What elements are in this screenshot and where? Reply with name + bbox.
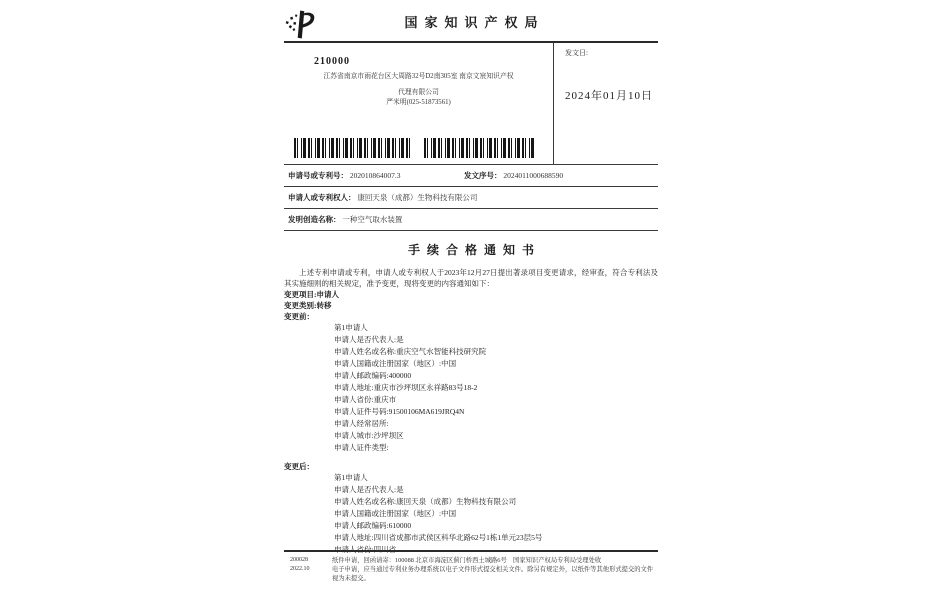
after-change-label: 变更后： xyxy=(284,462,314,471)
detail-line: 第1申请人 xyxy=(334,323,368,332)
detail-line: 申请人证件类型: xyxy=(334,443,389,452)
detail-line: 申请人省份:四川省 xyxy=(334,545,397,554)
detail-line: 申请人省份:重庆市 xyxy=(334,395,397,404)
notice-title: 手续合格通知书 xyxy=(407,243,541,257)
detail-line: 申请人经常居所: xyxy=(334,419,389,428)
detail-line: 申请人姓名或名称:重庆空气水智能科技研究院 xyxy=(334,347,487,356)
dispatch-date-cell xyxy=(553,43,658,164)
serial-number-value: 2024011000688590 xyxy=(503,171,564,180)
before-change-label: 变更前： xyxy=(284,312,314,321)
before-change-list xyxy=(334,322,658,454)
footer-form-code: 200028 xyxy=(290,557,308,563)
application-number-row xyxy=(284,165,658,187)
application-number-cell xyxy=(288,171,464,180)
notice-document-page xyxy=(284,6,658,594)
document-footer xyxy=(284,550,658,583)
invention-label: 发明创造名称： xyxy=(288,215,341,224)
change-type-line: 变更类别:转移 xyxy=(284,301,332,310)
recipient-postcode: 210000 xyxy=(314,56,350,67)
serial-number-label: 发文序号： xyxy=(464,171,502,180)
applicant-row xyxy=(284,187,658,209)
application-number-value: 202010864007.3 xyxy=(349,171,401,180)
addressee-cell xyxy=(284,43,553,164)
footer-note-electronic: 电子申请，应当通过专利业务办理系统以电子文件形式提交相关文件。除另有规定外，以纸件等其他形式提交的文件视为未提交。 xyxy=(332,566,654,582)
detail-line: 申请人国籍或注册国家（地区）:中国 xyxy=(334,359,457,368)
barcode-group xyxy=(294,138,534,158)
after-change-list xyxy=(334,472,658,556)
meta-table xyxy=(284,164,658,231)
addressee-dispatch-box xyxy=(284,43,658,164)
invention-value: 一种空气取水装置 xyxy=(342,215,403,224)
recipient-address-line1: 江苏省南京市雨花台区大周路32号D2南305室 南京文宸知识产权 xyxy=(323,73,514,80)
applicant-label: 申请人或专利权人： xyxy=(288,193,356,202)
dispatch-date-value: 2024年01月10日 xyxy=(565,90,653,102)
detail-line: 申请人邮政编码:400000 xyxy=(334,371,412,380)
detail-line: 申请人证件号码:91500106MA619JRQ4N xyxy=(334,407,465,416)
applicant-value: 康回天泉（成都）生物科技有限公司 xyxy=(357,193,478,202)
invention-row xyxy=(284,209,658,231)
document-header xyxy=(284,6,658,43)
detail-line: 申请人地址:四川省成都市武侯区科华北路62号1栋1单元23层5号 xyxy=(334,533,543,542)
applicant-cell xyxy=(288,193,477,202)
footer-note-paper: 纸件申请，回函请寄：100088 北京市海淀区蓟门桥西土城路6号 国家知识产权局专利局受理处收 xyxy=(332,557,602,564)
detail-line: 申请人邮政编码:610000 xyxy=(334,521,412,530)
detail-line: 申请人是否代表人:是 xyxy=(334,335,404,344)
footer-form-date: 2022.10 xyxy=(290,565,310,572)
invention-cell xyxy=(288,215,402,224)
recipient-contact: 严米明(025-51873561) xyxy=(386,99,451,106)
serial-number-cell xyxy=(464,171,563,180)
detail-line: 第1申请人 xyxy=(334,473,368,482)
agency-title: 国家知识产权局 xyxy=(404,15,545,30)
footer-form-codes xyxy=(284,556,332,583)
detail-line: 申请人姓名或名称:康回天泉（成都）生物科技有限公司 xyxy=(334,497,517,506)
barcode-serial xyxy=(424,138,534,158)
change-item-line: 变更项目:申请人 xyxy=(284,290,339,299)
detail-line: 申请人国籍或注册国家（地区）:中国 xyxy=(334,509,457,518)
cnipa-logo-icon xyxy=(284,8,318,41)
notice-paragraph: 上述专利申请或专利，申请人或专利权人于2023年12月27日提出著录项目变更请求，经审查，符合专利法及其实施细则的相关规定，准予变更，现将变更的内容通知如下： xyxy=(284,268,658,288)
detail-line: 申请人是否代表人:是 xyxy=(334,485,404,494)
recipient-address-line2: 代理有限公司 xyxy=(398,88,439,96)
footer-notes xyxy=(332,556,658,583)
application-number-label: 申请号或专利号： xyxy=(288,171,348,180)
detail-line: 申请人城市:沙坪坝区 xyxy=(334,431,404,440)
dispatch-date-label: 发文日: xyxy=(565,49,588,57)
detail-line: 申请人地址:重庆市沙坪坝区永祥路83号18-2 xyxy=(334,383,478,392)
barcode-application xyxy=(294,138,411,158)
